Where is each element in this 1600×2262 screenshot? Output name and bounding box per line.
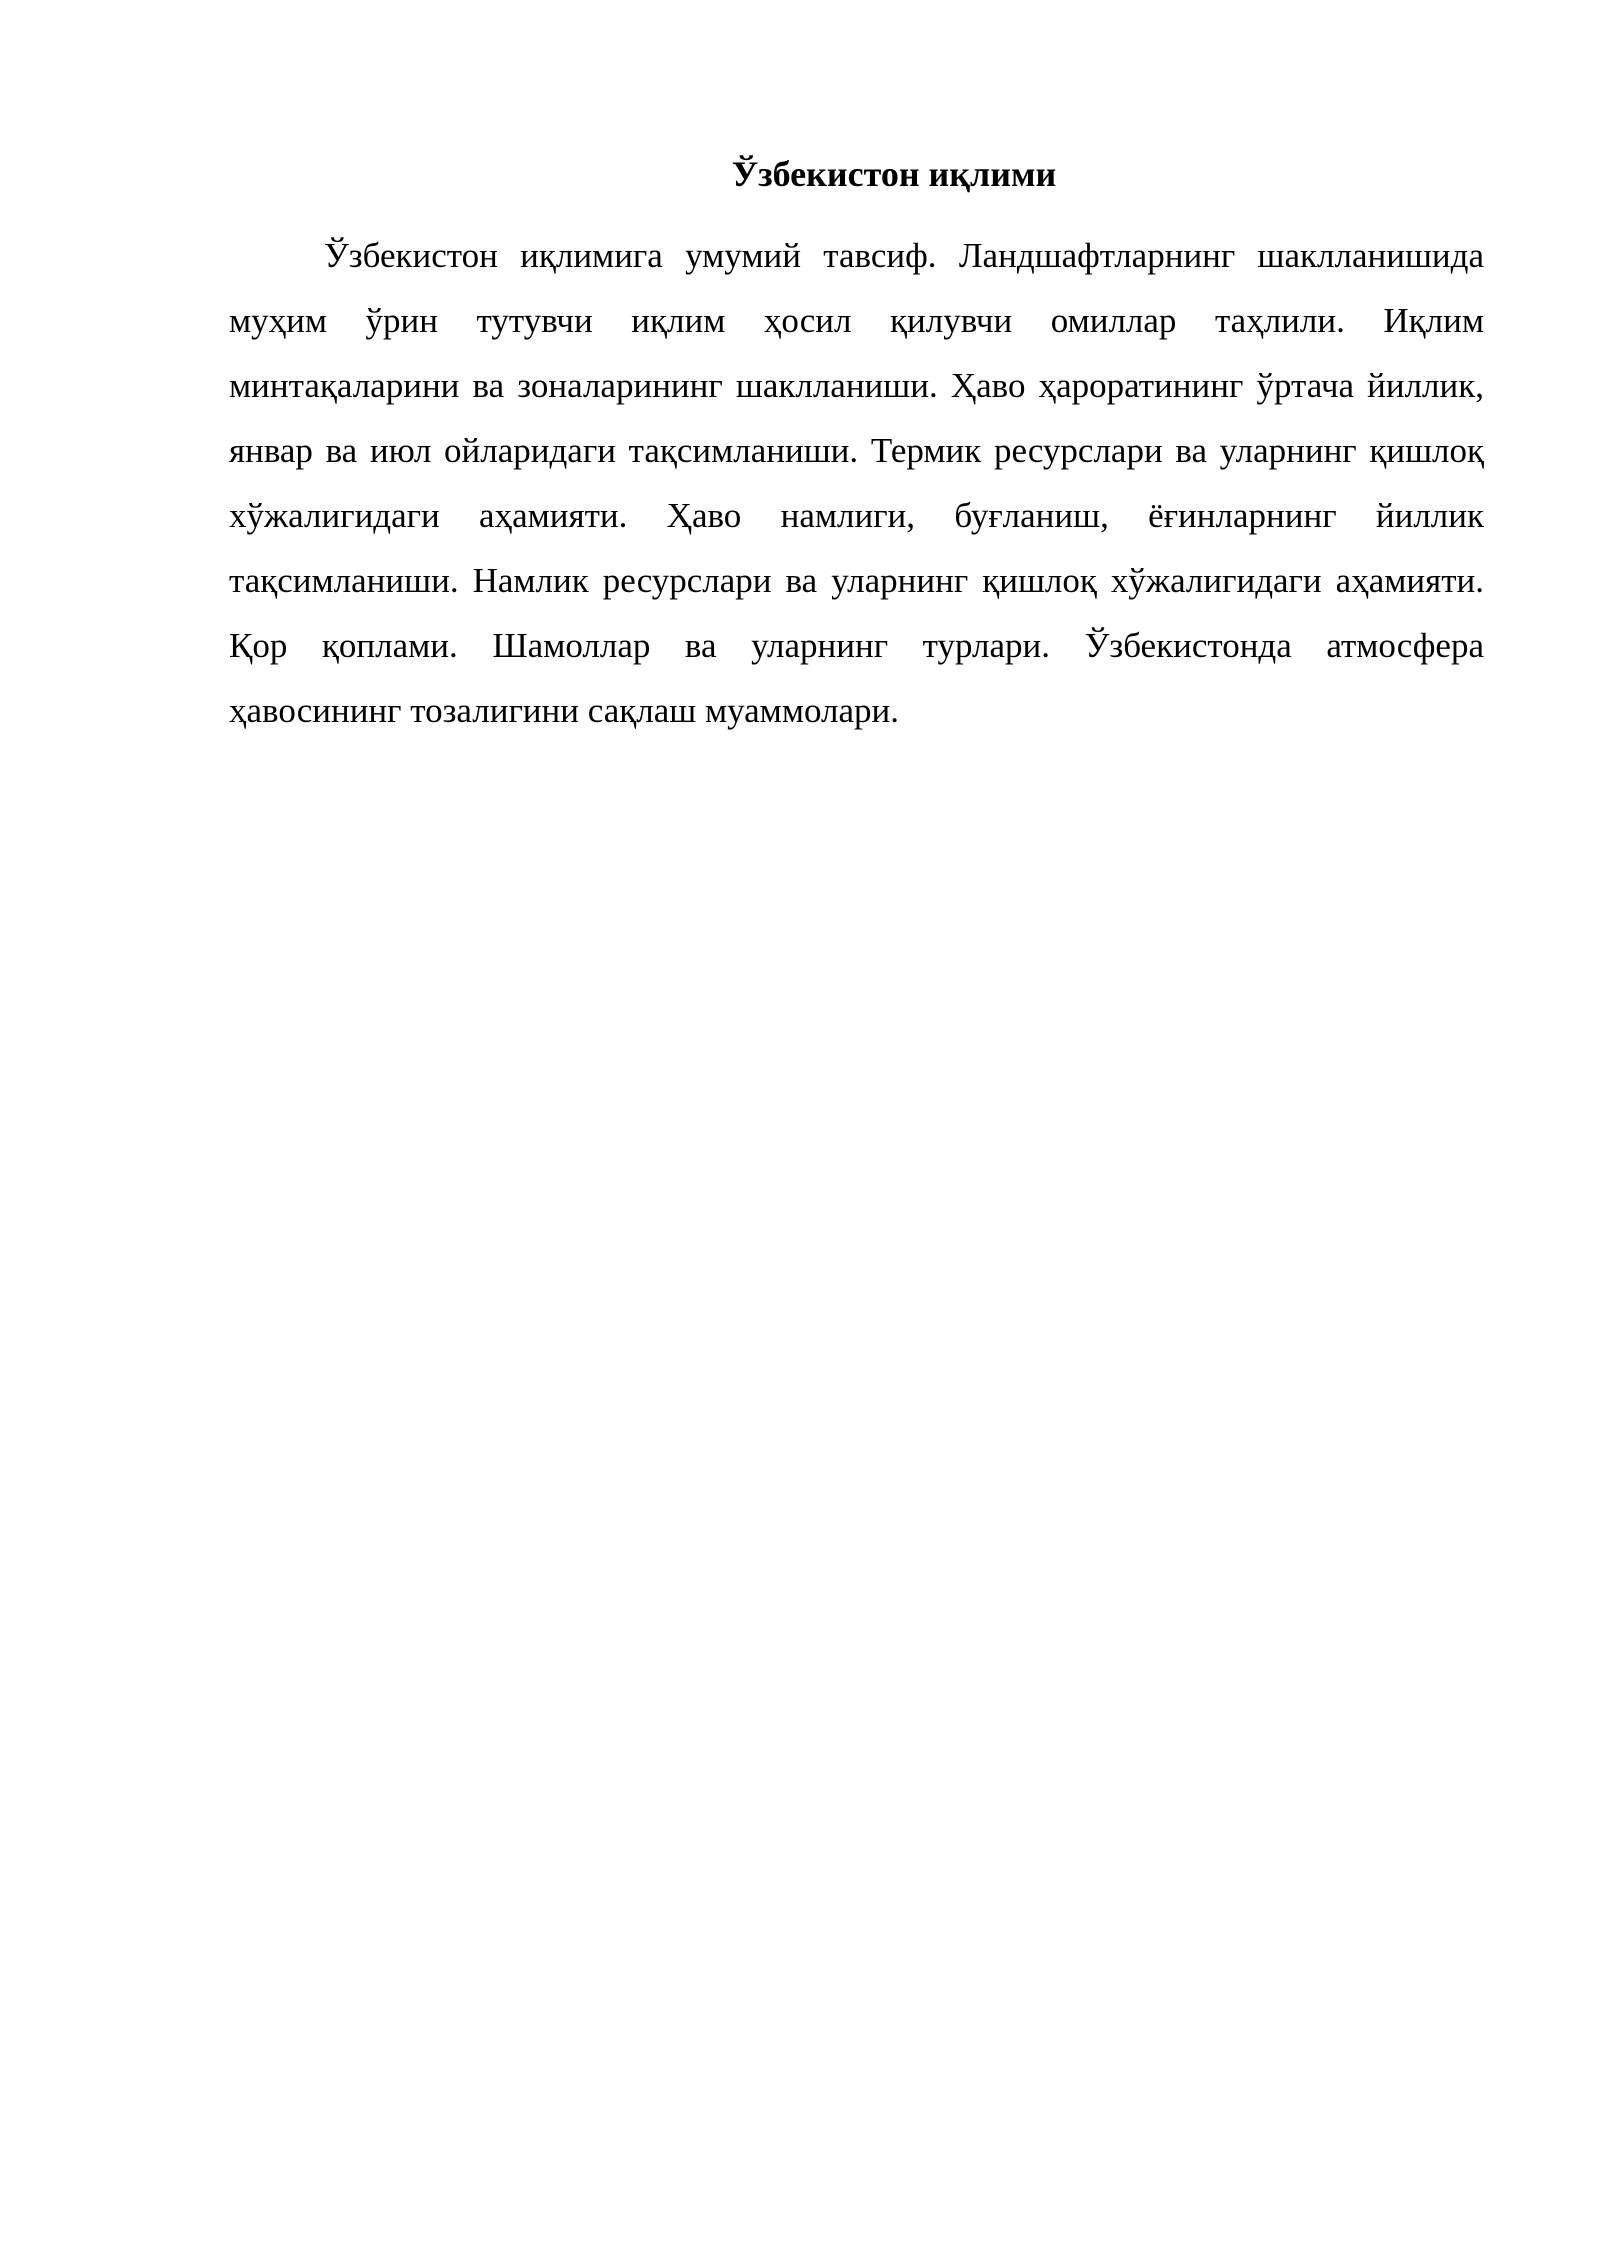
document-paragraph: Ўзбекистон иқлимига умумий тавсиф. Ландшафтларнинг шаклланишида муҳим ўрин тутувчи иқлим ҳосил қилувчи омиллар таҳлили. Иқлим минтақаларини ва зоналарининг шаклланиши. Ҳаво ҳароратининг ўртача йиллик, январ ва июл ойларидаги тақсимланиши. Термик ресурслари ва уларнинг қишлоқ хўжалигидаги аҳамияти. Ҳаво намлиги, буғланиш, ёғинларнинг йиллик тақсимланиши. Намлик ресурслари ва уларнинг қишлоқ хўжалигидаги аҳамияти. Қор қоплами. Шамоллар ва уларнинг турлари. Ўзбекистонда атмосфера ҳавосининг тозалигини сақлаш муаммолари.	[229, 236, 1484, 730]
document-title: Ўзбекистон иқлими	[731, 154, 1057, 194]
document-body	[229, 142, 1484, 743]
